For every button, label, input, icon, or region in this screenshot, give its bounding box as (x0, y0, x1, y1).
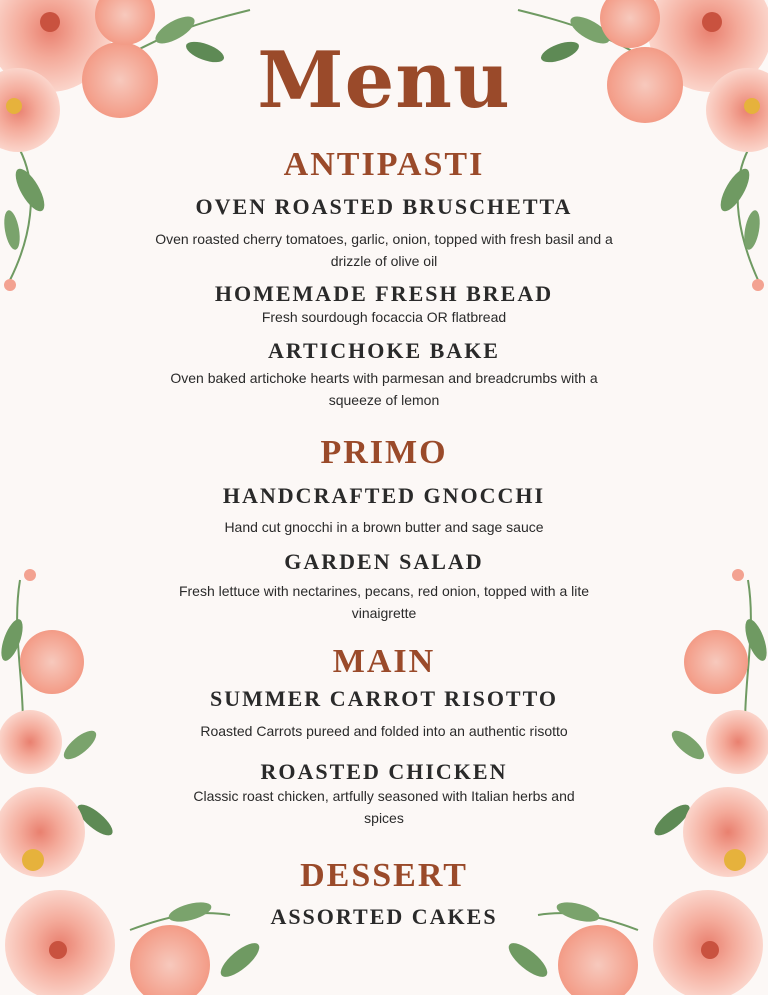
dish-name-garden-salad: GARDEN SALAD (284, 549, 484, 574)
dish-name-artichoke-bake: ARTICHOKE BAKE (268, 338, 500, 363)
menu-title: Menu (257, 35, 511, 126)
dish-name-carrot-risotto: SUMMER CARROT RISOTTO (209, 686, 558, 711)
dish-name-bruschetta: OVEN ROASTED BRUSCHETTA (195, 194, 573, 219)
dish-name-assorted-cakes: ASSORTED CAKES (270, 904, 498, 929)
dish-description-gnocchi: Hand cut gnocchi in a brown butter and sage sauce (224, 519, 544, 535)
dish-name-fresh-bread: HOMEMADE FRESH BREAD (214, 281, 554, 306)
dish-description-carrot-risotto: Roasted Carrots pureed and folded into an authentic risotto (200, 723, 568, 739)
section-heading-dessert: DESSERT (300, 857, 468, 894)
dish-description-garden-salad: Fresh lettuce with nectarines, pecans, red onion, topped with a lite vinaigrette (178, 583, 590, 621)
dish-name-roasted-chicken: ROASTED CHICKEN (260, 759, 508, 784)
section-heading-main: MAIN (332, 643, 436, 680)
dish-description-fresh-bread: Fresh sourdough focaccia OR flatbread (261, 309, 507, 325)
dish-description-artichoke-bake: Oven baked artichoke hearts with parmesan and breadcrumbs with a squeeze of lemon (170, 370, 598, 408)
dish-name-gnocchi: HANDCRAFTED GNOCCHI (222, 483, 546, 508)
section-heading-primo: PRIMO (320, 434, 448, 471)
section-heading-antipasti: ANTIPASTI (283, 146, 485, 183)
dish-description-roasted-chicken: Classic roast chicken, artfully seasoned with Italian herbs and spices (193, 788, 575, 826)
dish-description-bruschetta: Oven roasted cherry tomatoes, garlic, onion, topped with fresh basil and a drizzle of olive oil (155, 231, 613, 269)
